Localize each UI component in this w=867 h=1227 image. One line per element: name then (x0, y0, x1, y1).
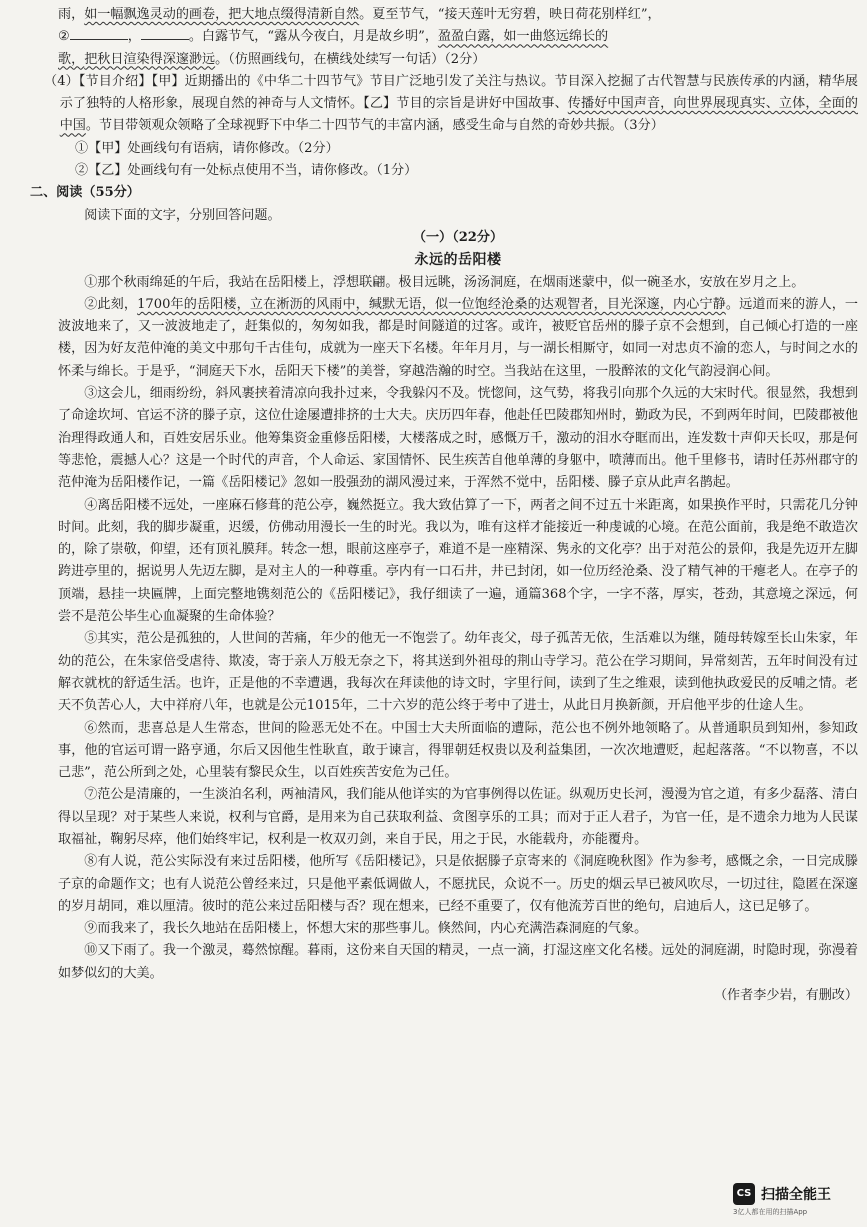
q4-subquestion-2: ②【乙】处画线句有一处标点使用不当，请你修改。（1分） (75, 163, 418, 179)
q4-text: 。节目带领观众领略了全球视野下中华二十四节气的丰富内涵，感受生命与自然的奇妙共振。（3分） (85, 118, 664, 134)
q3-model-sentence: 歌， (58, 51, 85, 67)
q3-text: 。白露节气，“露从今夜白，月是故乡明”， (188, 29, 438, 45)
q3-blank-marker: ② (58, 29, 70, 45)
answer-blank-2[interactable] (141, 27, 189, 40)
q3-line-3 (58, 49, 858, 71)
q4-intro (44, 71, 858, 138)
q3-model-sentence: 如一幅飘逸灵动的画卷，把大地点缀得清新自然 (84, 7, 360, 22)
essay-title: 永远的岳阳楼 (414, 252, 502, 269)
essay-paragraph-2 (58, 294, 858, 383)
part-heading: （一）（22分） (412, 229, 504, 245)
essay-paragraph-3: ③这会儿，细雨纷纷，斜风裹挟着清凉向我扑过来，令我躲闪不及。恍惚间，这气势，将我引向那个久远的大宋时代。很显然，我想到了命途坎坷、官运不济的滕子京，这位仕途屡遭排挤的士大夫。庆历四年春，他赴任巴陵郡知州时，勤政为民，不到两年时间，巴陵郡被他治理得政通人和，百姓安居乐业。他筹集资金重修岳阳楼，大楼落成之时，感慨万千，激动的泪水夺眶而出，连发数十声仰天长叹，那是何等悲怆，震撼人心？这是一个时代的声音，个人命运、家国情怀、民生疾苦自他单薄的身躯中，喷薄而出。他千里修书，请时任苏州郡守的范仲淹为岳阳楼作记，一篇《岳阳楼记》忽如一股强劲的湖风漫过来，于浑然不觉中，岳阳楼、滕子京从此声名鹊起。 (58, 386, 858, 491)
q3-line-2 (58, 26, 858, 48)
essay-paragraph-7: ⑦范公是清廉的，一生淡泊名利，两袖清风，我们能从他详实的为官事例得以佐证。纵观历史长河，漫漫为官之道，有多少磊落、清白得以呈现？对于某些人来说，权利与官爵，是用来为自己获取利益、贪图享乐的工具；而对于正人君子，为官一任，是不遗余力地为人民谋取福祉，鞠躬尽瘁，他们始终牢记，权利是一枚双刃剑，来自于民，用之于民，水能载舟，亦能覆舟。 (58, 787, 858, 847)
essay-paragraph-10: ⑩又下雨了。我一个激灵，蓦然惊醒。暮雨，这份来自天国的精灵，一点一滴，打湿这座文化名楼。远处的洞庭湖，时隐时现，弥漫着如梦似幻的大美。 (58, 943, 858, 981)
answer-blank-1[interactable] (70, 27, 128, 40)
scanner-watermark (733, 1183, 853, 1216)
essay-paragraph-9: ⑨而我来了，我长久地站在岳阳楼上，怀想大宋的那些事儿。倏然间，内心充满浩森洞庭的气象。 (84, 921, 648, 937)
q4-underlined-sentence: 传播好中国声音，向世界展现真实、立体，全面的中国 (59, 96, 858, 134)
q3-line-1 (58, 4, 858, 26)
essay-source: （作者李少岩，有删改） (713, 988, 858, 1004)
essay-paragraph-1: ①那个秋雨绵延的午后，我站在岳阳楼上，浮想联翩。极目远眺，汤汤洞庭，在烟雨迷蒙中，似一碗圣水，安放在岁月之上。 (84, 274, 805, 290)
essay-text: ②此刻， (84, 296, 138, 312)
q3-instruction: 。（仿照画线句，在横线处续写一句话）（2分） (215, 51, 486, 67)
scanner-logo-icon: CS (733, 1183, 755, 1205)
q3-text: ， (127, 29, 141, 45)
q3-model-sentence: 把秋日渲染得深邃渺远 (84, 51, 216, 67)
q3-model-sentence: 盈盈白露，如一曲悠远绵长的 (437, 29, 609, 45)
q3-text: 。夏至节气，“接天莲叶无穷碧，映日荷花别样红”， (359, 7, 661, 22)
essay-paragraph-5: ⑤其实，范公是孤独的，人世间的苦痛，年少的他无一不饱尝了。幼年丧父，母子孤苦无依，生活难以为继，随母转嫁至长山朱家，年幼的范公，在朱家倍受虐待、欺凌，寄于亲人万般无奈之下，将其送到外祖母的荆山寺学习。范公在学习期间，异常刻苦，五年时间没有过解衣就枕的舒适生活。也许，正是他的不幸遭遇，我每次在拜读他的诗文时，字里行间，读到了生之维艰，读到他执政爱民的反哺之情。老天不负苦心人，大中祥府八年，也就是公元1015年，二十六岁的范公终于考中了进士，从此日月换新颜，开启他平步的仕途人生。 (58, 631, 858, 714)
essay-paragraph-4: ④离岳阳楼不远处，一座麻石修葺的范公亭，巍然挺立。我大致估算了一下，两者之间不过五十米距离，如果换作平时，只需花几分钟时间。此刻，我的脚步凝重，迟缓，仿佛动用漫长一生的时光。我以为，唯有这样才能接近一种虔诚的心境。在范公面前，我是绝不敢造次的，除了崇敬，仰望，还有顶礼膜拜。转念一想，眼前这座亭子，难道不是一座精深、隽永的文化亭？出于对范公的景仰，我是先迈开左脚跨进亭里的，据说男人先迈左脚，是对主人的一种尊重。亭内有一口石井，井已封闭，如一位历经沧桑、没了精气神的干瘪老人。在亭子的顶端，悬挂一块匾牌，上面完整地镌刻范公的《岳阳楼记》，我仔细读了一遍，通篇368个字，一字不落，厚实，苍劲，其意境之深远，何尝不是范公毕生心血凝聚的生命体验？ (58, 497, 858, 625)
q4-text: （4）【节目介绍】【甲】近期播出的《中华二十四节气》节目广泛地引发了关注与热议。节目深入挖掘了古代智慧与民族传承的内涵，精华展示了独特的人格形象，展现自然的神奇与人文情怀。【乙】节目的宗旨是讲好中国故事、 (44, 73, 858, 112)
essay-paragraph-8: ⑧有人说，范公实际没有来过岳阳楼，他所写《岳阳楼记》，只是依据滕子京寄来的《洞庭晚秋图》作为参考，感慨之余，一日完成滕子京的命题作文；也有人说范公曾经来过，只是他平素低调做人，不愿扰民，众说不一。历史的烟云早已被风吹尽，一切过往，隐匿在深邃的岁月胡同，难以厘清。彼时的范公来过岳阳楼与否？现在想来，已经不重要了，仅有他流芳百世的绝句，启迪后人，这已足够了。 (58, 854, 858, 914)
q3-text: 雨， (58, 7, 85, 22)
essay-text: 。远道而来的游人，一波波地来了，又一波波地走了，赶集似的，匆匆如我，都是时间隧道的过客。或许，被贬官岳州的滕子京不会想到，自己倾心打造的一座楼，因为好友范仲淹的美文中那句千古佳句，成就为一座天下名楼。年年月月，与一湖长相厮守，如同一对忠贞不渝的恋人，与时间之水的怀柔与绵长。于是乎，“洞庭天下水，岳阳天下楼”的美誉，穿越浩瀚的时空。当我站在这里，一股醉浓的文化气韵浸润心间。 (58, 296, 859, 379)
scanner-tagline: 3亿人都在用的扫描App (733, 1208, 808, 1216)
scanner-app-name: 扫描全能王 (761, 1187, 831, 1203)
document-body (30, 4, 859, 1007)
section-heading: 二、阅读（55分） (30, 185, 140, 201)
q4-subquestion-1: ①【甲】处画线句有语病，请你修改。（2分） (75, 140, 339, 156)
essay-underlined-sentence: 1700年的岳阳楼，立在淅沥的风雨中，缄默无语，似一位饱经沧桑的达观智者，目光深邃，内心宁静 (137, 296, 726, 312)
essay-paragraph-6: ⑥然而，悲喜总是人生常态，世间的险恶无处不在。中国士大夫所面临的遭际，范公也不例外地领略了。从普通职员到知州，参知政事，他的官运可谓一路亨通，尔后又因他生性耿直，敢于谏言，得罪朝廷权贵以及利益集团，一次次地遭贬，起起落落。“不以物喜，不以己悲”，范公所到之处，心里装有黎民众生，以百姓疾苦安危为己任。 (58, 720, 858, 781)
reading-instruction: 阅读下面的文字，分别回答问题。 (84, 207, 281, 223)
